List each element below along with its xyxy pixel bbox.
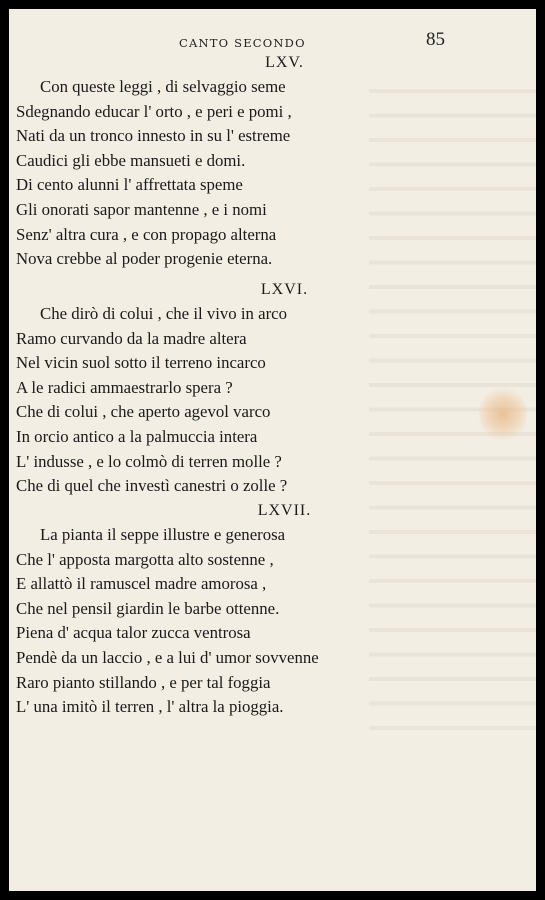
verse-line: L' una imitò il terren , l' altra la pioggia.	[16, 697, 284, 717]
verse-line: E allattò il ramuscel madre amorosa ,	[16, 574, 267, 594]
verse-line: La pianta il seppe illustre e generosa	[40, 525, 286, 544]
running-head: CANTO SECONDO	[179, 36, 306, 50]
verse-line: Gli onorati sapor mantenne , e i nomi	[16, 199, 267, 219]
verse-line: Nel vicin suol sotto il terreno incarco	[16, 353, 266, 373]
verse-line: Che di colui , che aperto agevol varco	[16, 402, 271, 422]
verse-line: Sdegnando educar l' orto , e peri e pomi ,	[16, 101, 292, 121]
verse-line: Che dirò di colui , che il vivo in arco	[40, 304, 287, 323]
stanza-number: LXVII.	[257, 502, 312, 519]
verse-line: Che nel pensil giardin le barbe ottenne.	[16, 598, 280, 618]
stanza-number: LXV.	[265, 54, 304, 71]
verse-line: Piena d' acqua talor zucca ventrosa	[16, 623, 251, 643]
verse-line: Ramo curvando da la madre altera	[16, 328, 247, 348]
book-page	[9, 9, 536, 891]
verse-line: Raro pianto stillando , e per tal foggia	[16, 672, 271, 692]
verse-line: Che di quel che investì canestri o zolle ?	[16, 476, 288, 496]
verse-line: Senz' altra cura , e con propago alterna	[16, 224, 277, 244]
page-number: 85	[426, 29, 445, 50]
verse-line: Pendè da un laccio , e a lui d' umor sovvenne	[16, 647, 319, 667]
stanza	[16, 523, 319, 720]
foxing-stain	[479, 387, 527, 441]
verse-line: Che l' apposta margotta alto sostenne ,	[16, 549, 274, 569]
verse-line: L' indusse , e lo colmò di terren molle ?	[16, 451, 282, 471]
verse-line: Nati da un tronco innesto in su l' estreme	[16, 126, 291, 146]
verse-line: Di cento alunni l' affrettata speme	[16, 175, 243, 195]
verse-line: In orcio antico a la palmuccia intera	[16, 426, 258, 446]
verse-line: Caudici gli ebbe mansueti e domi.	[16, 150, 246, 170]
verse-line: Con queste leggi , di selvaggio seme	[40, 77, 286, 96]
stanza	[16, 302, 287, 499]
stanza-number: LXVI.	[260, 281, 309, 298]
verse-line: A le radici ammaestrarlo spera ?	[16, 377, 233, 397]
verse-line: Nova crebbe al poder progenie eterna.	[16, 249, 273, 269]
stanza	[16, 75, 292, 272]
